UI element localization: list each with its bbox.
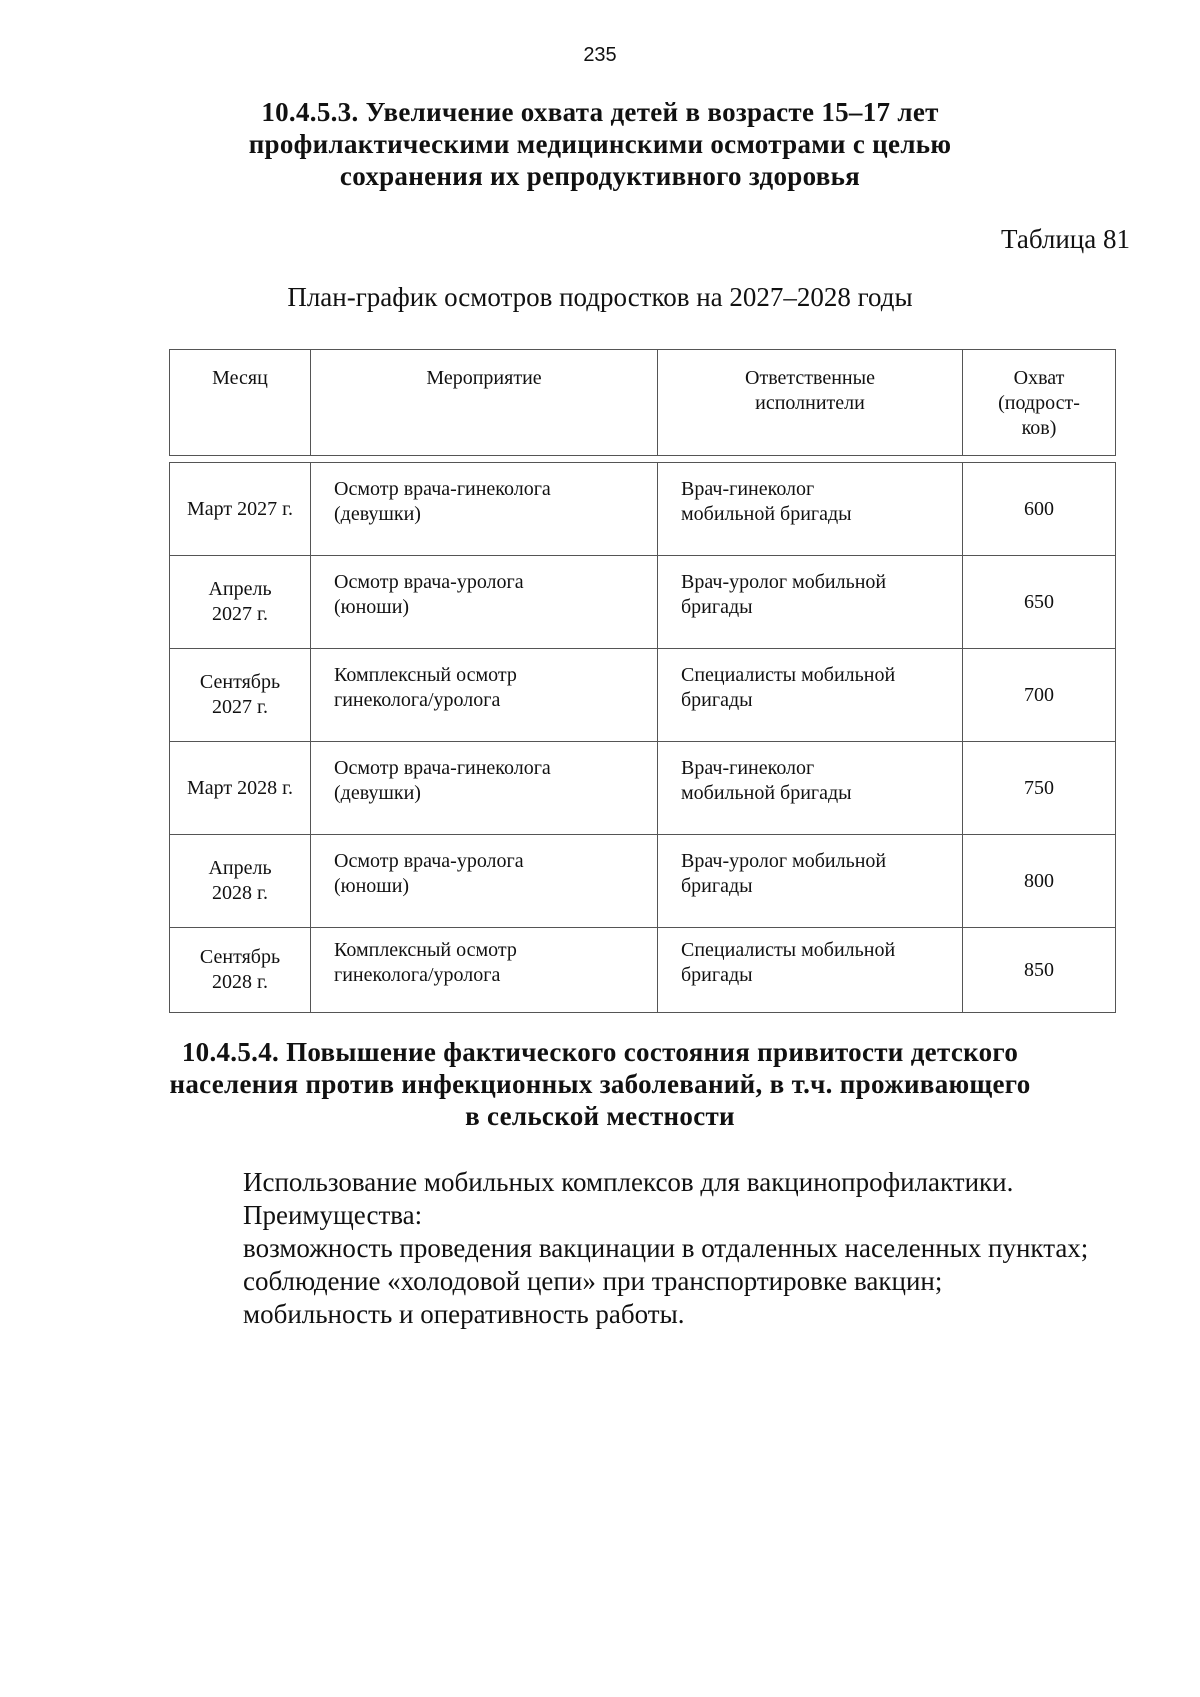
body-paragraph: соблюдение «холодовой цепи» при транспортировке вакцин; bbox=[243, 1266, 943, 1296]
body-paragraph: Использование мобильных комплексов для вакцинопрофилактики. bbox=[243, 1167, 1014, 1197]
table-number: Таблица 81 bbox=[1001, 224, 1130, 254]
responsible-cell bbox=[658, 742, 963, 835]
responsible-cell-line: Специалисты мобильной bbox=[681, 939, 896, 961]
heading-line: профилактическими медицинскими осмотрами с целью bbox=[248, 129, 952, 159]
month-cell-line: Апрель bbox=[208, 578, 272, 600]
table-row bbox=[170, 742, 1116, 835]
section-body-text bbox=[243, 1166, 1143, 1331]
month-cell bbox=[170, 742, 311, 835]
activity-cell bbox=[311, 835, 658, 928]
activity-cell-line: Осмотр врача-гинеколога bbox=[334, 757, 551, 779]
activity-cell-line: гинеколога/уролога bbox=[334, 964, 501, 986]
responsible-cell bbox=[658, 556, 963, 649]
month-cell bbox=[170, 835, 311, 928]
responsible-cell-line: мобильной бригады bbox=[681, 503, 852, 525]
responsible-cell-line: Врач-гинеколог bbox=[681, 478, 815, 500]
table-row bbox=[170, 463, 1116, 556]
coverage-cell: 650 bbox=[963, 556, 1116, 649]
heading-line: 10.4.5.4. Повышение фактического состояния привитости детского bbox=[181, 1037, 1019, 1067]
responsible-cell bbox=[658, 928, 963, 1013]
activity-cell-line: Осмотр врача-гинеколога bbox=[334, 478, 551, 500]
month-cell bbox=[170, 556, 311, 649]
responsible-cell bbox=[658, 649, 963, 742]
body-paragraph: Преимущества: bbox=[243, 1200, 423, 1230]
page-number: 235 bbox=[583, 44, 617, 66]
responsible-cell-line: Врач-уролог мобильной bbox=[681, 850, 887, 872]
table-header-row bbox=[170, 350, 1116, 456]
month-cell-line: 2028 г. bbox=[212, 971, 268, 993]
activity-cell-line: (девушки) bbox=[334, 782, 421, 804]
activity-cell-line: (юноши) bbox=[334, 596, 410, 618]
table-row bbox=[170, 835, 1116, 928]
month-cell-line: 2027 г. bbox=[212, 696, 268, 718]
responsible-cell-line: бригады bbox=[681, 596, 753, 618]
body-paragraph: возможность проведения вакцинации в отдаленных населенных пунктах; bbox=[243, 1233, 1089, 1263]
month-cell bbox=[170, 649, 311, 742]
activity-cell-line: гинеколога/уролога bbox=[334, 689, 501, 711]
responsible-cell-line: бригады bbox=[681, 875, 753, 897]
activity-cell bbox=[311, 463, 658, 556]
month-cell bbox=[170, 463, 311, 556]
month-cell-line: Март 2027 г. bbox=[186, 497, 294, 520]
exam-schedule-table bbox=[169, 349, 1116, 1013]
header-coverage: Охват (подрост- ков) bbox=[963, 350, 1116, 456]
activity-cell-line: (юноши) bbox=[334, 875, 410, 897]
header-activity: Мероприятие bbox=[311, 350, 658, 456]
section-heading-10-4-5-3 bbox=[150, 96, 1050, 192]
section-heading-10-4-5-4 bbox=[150, 1036, 1050, 1132]
responsible-cell bbox=[658, 835, 963, 928]
responsible-cell-line: бригады bbox=[681, 964, 753, 986]
heading-line: 10.4.5.3. Увеличение охвата детей в возрасте 15–17 лет bbox=[261, 97, 939, 127]
activity-cell-line: Комплексный осмотр bbox=[334, 939, 517, 961]
activity-cell-line: (девушки) bbox=[334, 503, 421, 525]
responsible-cell-line: мобильной бригады bbox=[681, 782, 852, 804]
responsible-cell-line: Специалисты мобильной bbox=[681, 664, 896, 686]
header-responsible: Ответственные исполнители bbox=[658, 350, 963, 456]
coverage-cell: 700 bbox=[963, 649, 1116, 742]
activity-cell bbox=[311, 928, 658, 1013]
month-cell-line: 2028 г. bbox=[212, 882, 268, 904]
coverage-cell: 800 bbox=[963, 835, 1116, 928]
responsible-cell bbox=[658, 463, 963, 556]
heading-line: в сельской местности bbox=[465, 1101, 735, 1131]
activity-cell bbox=[311, 556, 658, 649]
month-cell-line: 2027 г. bbox=[212, 603, 268, 625]
responsible-cell-line: Врач-уролог мобильной bbox=[681, 571, 887, 593]
header-month: Месяц bbox=[170, 350, 311, 456]
month-cell-line: Март 2028 г. bbox=[186, 776, 294, 799]
activity-cell bbox=[311, 742, 658, 835]
table-caption: План-график осмотров подростков на 2027–2028 годы bbox=[287, 282, 913, 312]
month-cell-line: Сентябрь bbox=[199, 946, 281, 968]
body-paragraph: мобильность и оперативность работы. bbox=[243, 1299, 685, 1329]
responsible-cell-line: бригады bbox=[681, 689, 753, 711]
table-row bbox=[170, 649, 1116, 742]
activity-cell-line: Осмотр врача-уролога bbox=[334, 571, 524, 593]
coverage-cell: 850 bbox=[963, 928, 1116, 1013]
table-row bbox=[170, 928, 1116, 1013]
coverage-cell: 750 bbox=[963, 742, 1116, 835]
activity-cell bbox=[311, 649, 658, 742]
month-cell-line: Сентябрь bbox=[199, 671, 281, 693]
month-cell-line: Апрель bbox=[208, 857, 272, 879]
responsible-cell-line: Врач-гинеколог bbox=[681, 757, 815, 779]
heading-line: населения против инфекционных заболеваний, в т.ч. проживающего bbox=[169, 1069, 1031, 1099]
activity-cell-line: Комплексный осмотр bbox=[334, 664, 517, 686]
month-cell bbox=[170, 928, 311, 1013]
coverage-cell: 600 bbox=[963, 463, 1116, 556]
activity-cell-line: Осмотр врача-уролога bbox=[334, 850, 524, 872]
heading-line: сохранения их репродуктивного здоровья bbox=[339, 161, 861, 191]
table-row bbox=[170, 556, 1116, 649]
